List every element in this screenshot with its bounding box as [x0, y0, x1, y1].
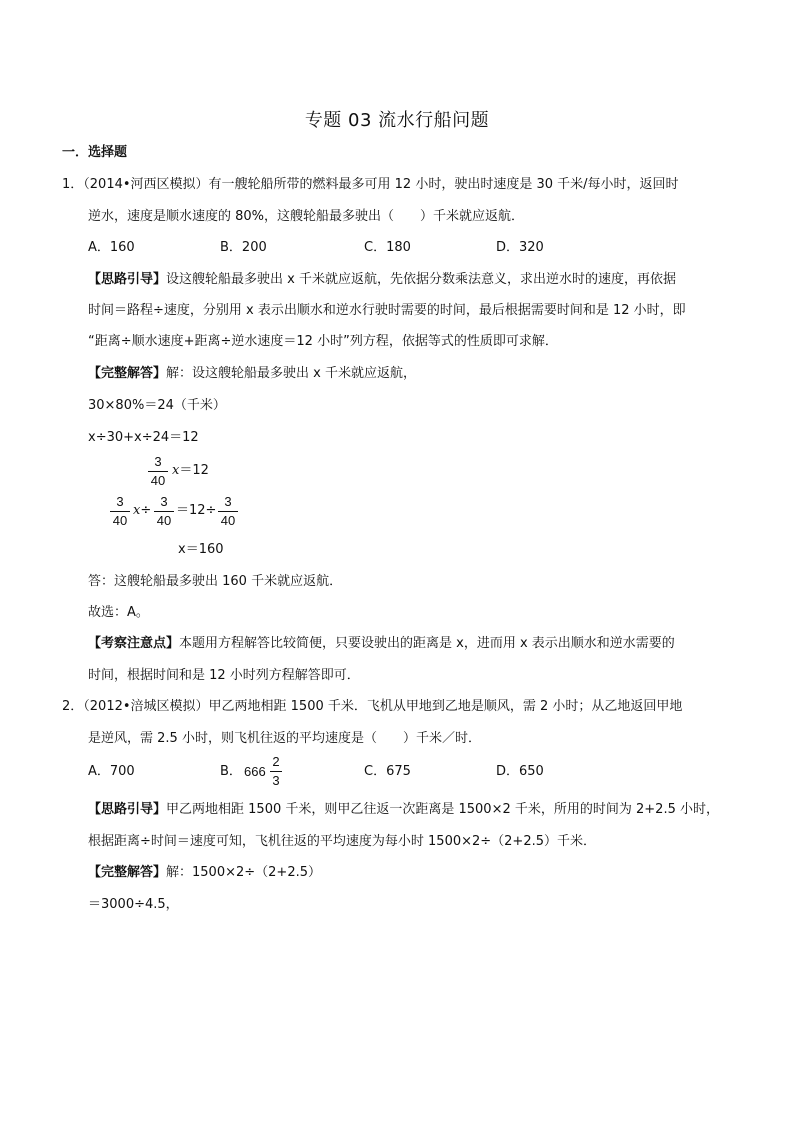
q1-answer: 答：这艘轮船最多驶出 160 千米就应返航．	[88, 574, 343, 589]
q1-option-d: D．320	[496, 240, 544, 255]
fraction-bar	[110, 511, 130, 512]
q1-note-line2: 时间，根据时间和是 12 小时列方程解答即可．	[88, 668, 360, 683]
q2-answer-head-text: 解：1500×2÷（2+2.5）	[166, 865, 321, 880]
q2-option-b-fraction	[270, 754, 282, 789]
q1-answer-head	[88, 364, 416, 384]
q2-answer-head	[88, 863, 321, 883]
fraction-bar	[270, 771, 282, 772]
divide-sign: ÷	[140, 503, 152, 518]
q2-hint-line2: 根据距离÷时间＝速度可知，飞机往返的平均速度为每小时 1500×2÷（2+2.5）千米．	[88, 834, 597, 849]
q2-hint-line1	[88, 800, 719, 820]
fraction-bar	[148, 471, 168, 472]
q1-step-1: 30×80%＝24（千米）	[88, 398, 226, 413]
fraction-numerator: 3	[160, 494, 168, 509]
section-heading: 一．选择题	[62, 145, 128, 160]
fraction-denominator: 40	[150, 473, 166, 488]
fraction-bar	[218, 511, 238, 512]
q1-stem-line1: 1．（2014•河西区模拟）有一艘轮船所带的燃料最多可用 12 小时，驶出时速度是 30 千米/每小时，返回时	[62, 177, 679, 192]
fraction-denominator: 3	[272, 773, 280, 788]
q1-hint-line2: 时间＝路程÷速度，分别用 x 表示出顺水和逆水行驶时需要的时间，最后根据需要时间和是 12 小时，即	[88, 303, 686, 318]
fraction-denominator: 40	[220, 513, 236, 528]
fraction-denominator: 40	[156, 513, 172, 528]
q2-hint-tag: 【思路引导】	[88, 802, 167, 817]
q1-note-text1: 本题用方程解答比较简便，只要设驶出的距离是 x，进而用 x 表示出顺水和逆水需要的	[179, 636, 675, 651]
q1-step4-fraction-3	[218, 494, 238, 529]
q1-note-tag: 【考察注意点】	[88, 636, 180, 651]
q2-option-b-label: B．	[220, 764, 242, 779]
q2-answer-tag: 【完整解答】	[88, 865, 167, 880]
q1-step-2: x÷30+x÷24＝12	[88, 430, 199, 445]
q1-step3-rest	[172, 461, 209, 481]
q1-answer-tag: 【完整解答】	[88, 366, 167, 381]
q2-stem-line1: 2．（2012•涪城区模拟）甲乙两地相距 1500 千米．飞机从甲地到乙地是顺风，需 2 小时；从乙地返回甲地	[62, 699, 683, 714]
q1-answer-head-text: 解：设这艘轮船最多驶出 x 千米就应返航，	[166, 366, 416, 381]
q1-stem-line2: 逆水，速度是顺水速度的 80%，这艘轮船最多驶出（ ）千米就应返航．	[88, 209, 525, 224]
q1-step4-eq: ＝12÷	[176, 503, 217, 518]
q2-hint-text1: 甲乙两地相距 1500 千米，则甲乙往返一次距离是 1500×2 千米，所用的时间为 2+2.5 小时，	[166, 802, 719, 817]
q2-step-1: ＝3000÷4.5，	[88, 897, 179, 912]
q1-option-a: A．160	[88, 240, 135, 255]
variable-x: x	[172, 463, 180, 478]
fraction-numerator: 3	[116, 494, 124, 509]
q1-hint-tag: 【思路引导】	[88, 272, 167, 287]
q1-step4-x-div	[133, 501, 151, 521]
q2-option-a: A．700	[88, 764, 135, 779]
q2-stem-line2: 是逆风，需 2.5 小时，则飞机往返的平均速度是（ ）千米／时．	[88, 731, 481, 746]
equals-12: ＝12	[179, 463, 209, 478]
variable-x: x	[133, 503, 141, 518]
fraction-numerator: 2	[272, 754, 280, 769]
q1-step4-fraction-1	[110, 494, 130, 529]
q1-option-b: B．200	[220, 240, 267, 255]
q1-step-5: x＝160	[178, 542, 224, 557]
fraction-numerator: 3	[154, 454, 162, 469]
q1-option-c: C．180	[364, 240, 411, 255]
q2-option-b-whole: 666	[244, 764, 266, 779]
q1-step4-fraction-2	[154, 494, 174, 529]
q1-choice: 故选：A。	[88, 605, 149, 620]
fraction-numerator: 3	[224, 494, 232, 509]
q1-hint-line3: “距离÷顺水速度+距离÷逆水速度＝12 小时”列方程，依据等式的性质即可求解．	[88, 334, 558, 349]
q2-option-d: D．650	[496, 764, 544, 779]
q1-step3-fraction	[148, 454, 168, 489]
fraction-denominator: 40	[112, 513, 128, 528]
q2-option-c: C．675	[364, 764, 411, 779]
fraction-bar	[154, 511, 174, 512]
page-title: 专题 03 流水行船问题	[304, 110, 490, 131]
q1-note-line1	[88, 634, 675, 654]
q1-hint-text1: 设这艘轮船最多驶出 x 千米就应返航，先依据分数乘法意义，求出逆水时的速度，再依据	[166, 272, 676, 287]
q1-hint-line1	[88, 270, 676, 290]
